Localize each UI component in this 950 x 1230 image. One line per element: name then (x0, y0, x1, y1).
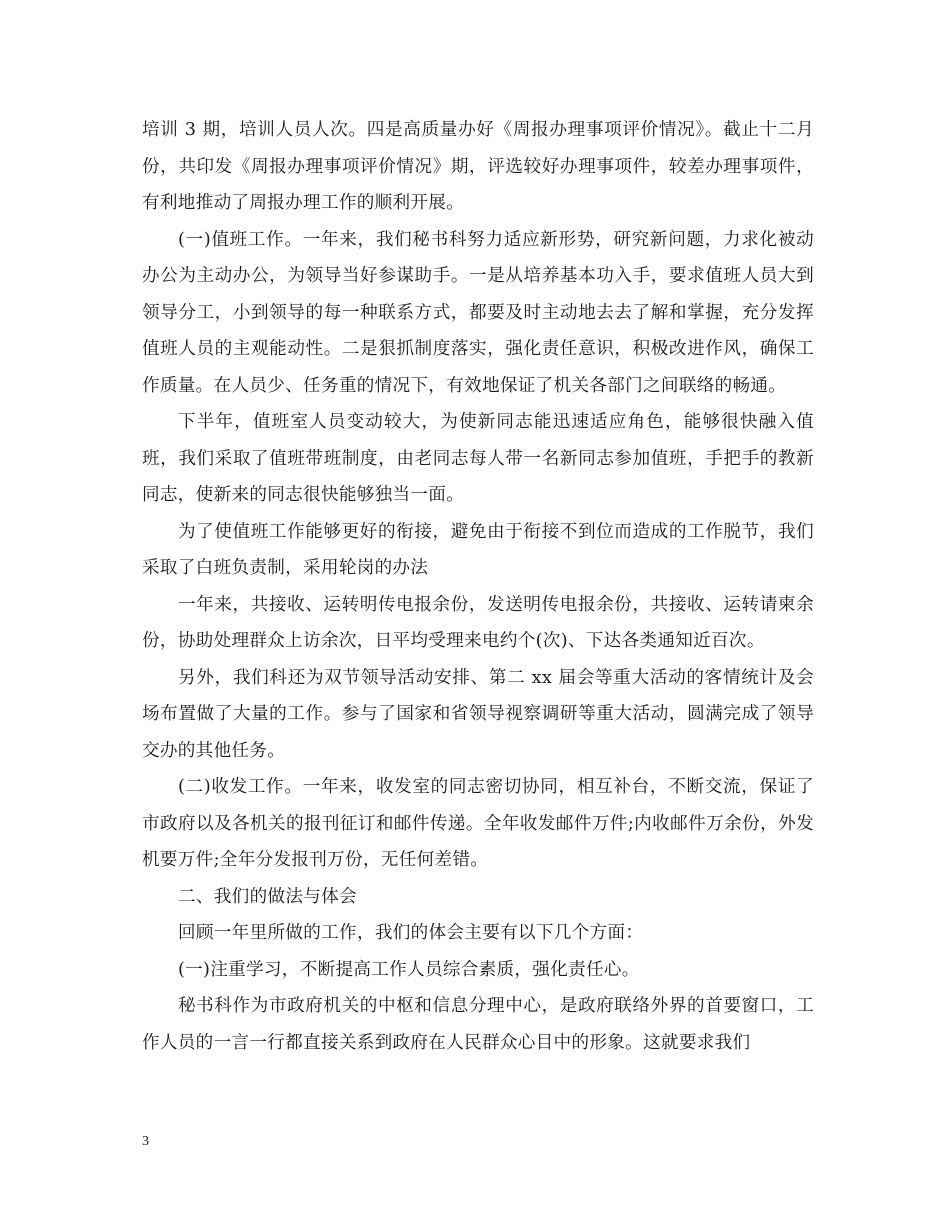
paragraph: 另外，我们科还为双节领导活动安排、第二 xx 届会等重大活动的客情统计及会场布置做了大量的工作。参与了国家和省领导视察调研等重大活动，圆满完成了领导交办的其他任务。 (142, 667, 814, 761)
section-heading: 二、我们的做法与体会 (178, 886, 357, 907)
paragraph: 为了使值班工作能够更好的衔接，避免由于衔接不到位而造成的工作脱节，我们采取了白班负责制，采用轮岗的办法 (142, 521, 814, 578)
paragraph: (二)收发工作。一年来，收发室的同志密切协同，相互补台，不断交流，保证了市政府以及各机关的报刊征订和邮件传递。全年收发邮件万件;内收邮件万余份，外发机要万件;全年分发报刊万份，无任何差错。 (142, 777, 814, 870)
paragraph: 一年来，共接收、运转明传电报余份，发送明传电报余份，共接收、运转请柬余份，协助处理群众上访余次，日平均受理来电约个(次)、下达各类通知近百次。 (142, 594, 814, 651)
paragraph: 培训 3 期，培训人员人次。四是高质量办好《周报办理事项评价情况》。截止十二月份，共印发《周报办理事项评价情况》期，评选较好办理事项件，较差办理事项件，有利地推动了周报办理工作的顺利开展。 (142, 120, 814, 213)
page-number: 3 (142, 1134, 149, 1149)
paragraph: 回顾一年里所做的工作，我们的体会主要有以下几个方面： (178, 923, 644, 943)
body-text (142, 112, 814, 1061)
subsection-heading: (一)注重学习，不断提高工作人员综合素质，强化责任心。 (178, 959, 640, 980)
paragraph: 秘书科作为市政府机关的中枢和信息分理中心，是政府联络外界的首要窗口，工作人员的一言一行都直接关系到政府在人民群众心目中的形象。这就要求我们 (142, 996, 814, 1053)
paragraph: 下半年，值班室人员变动较大，为使新同志能迅速适应角色，能够很快融入值班，我们采取了值班带班制度，由老同志每人带一名新同志参加值班，手把手的教新同志，使新来的同志很快能够独当一面。 (142, 412, 814, 505)
paragraph: (一)值班工作。一年来，我们秘书科努力适应新形势，研究新问题，力求化被动办公为主动办公，为领导当好参谋助手。一是从培养基本功入手，要求值班人员大到领导分工，小到领导的每一种联系方式，都要及时主动地去去了解和掌握，充分发挥值班人员的主观能动性。二是狠抓制度落实，强化责任意识，积极改进作风，确保工作质量。在人员少、任务重的情况下，有效地保证了机关各部门之间联络的畅通。 (142, 229, 814, 396)
